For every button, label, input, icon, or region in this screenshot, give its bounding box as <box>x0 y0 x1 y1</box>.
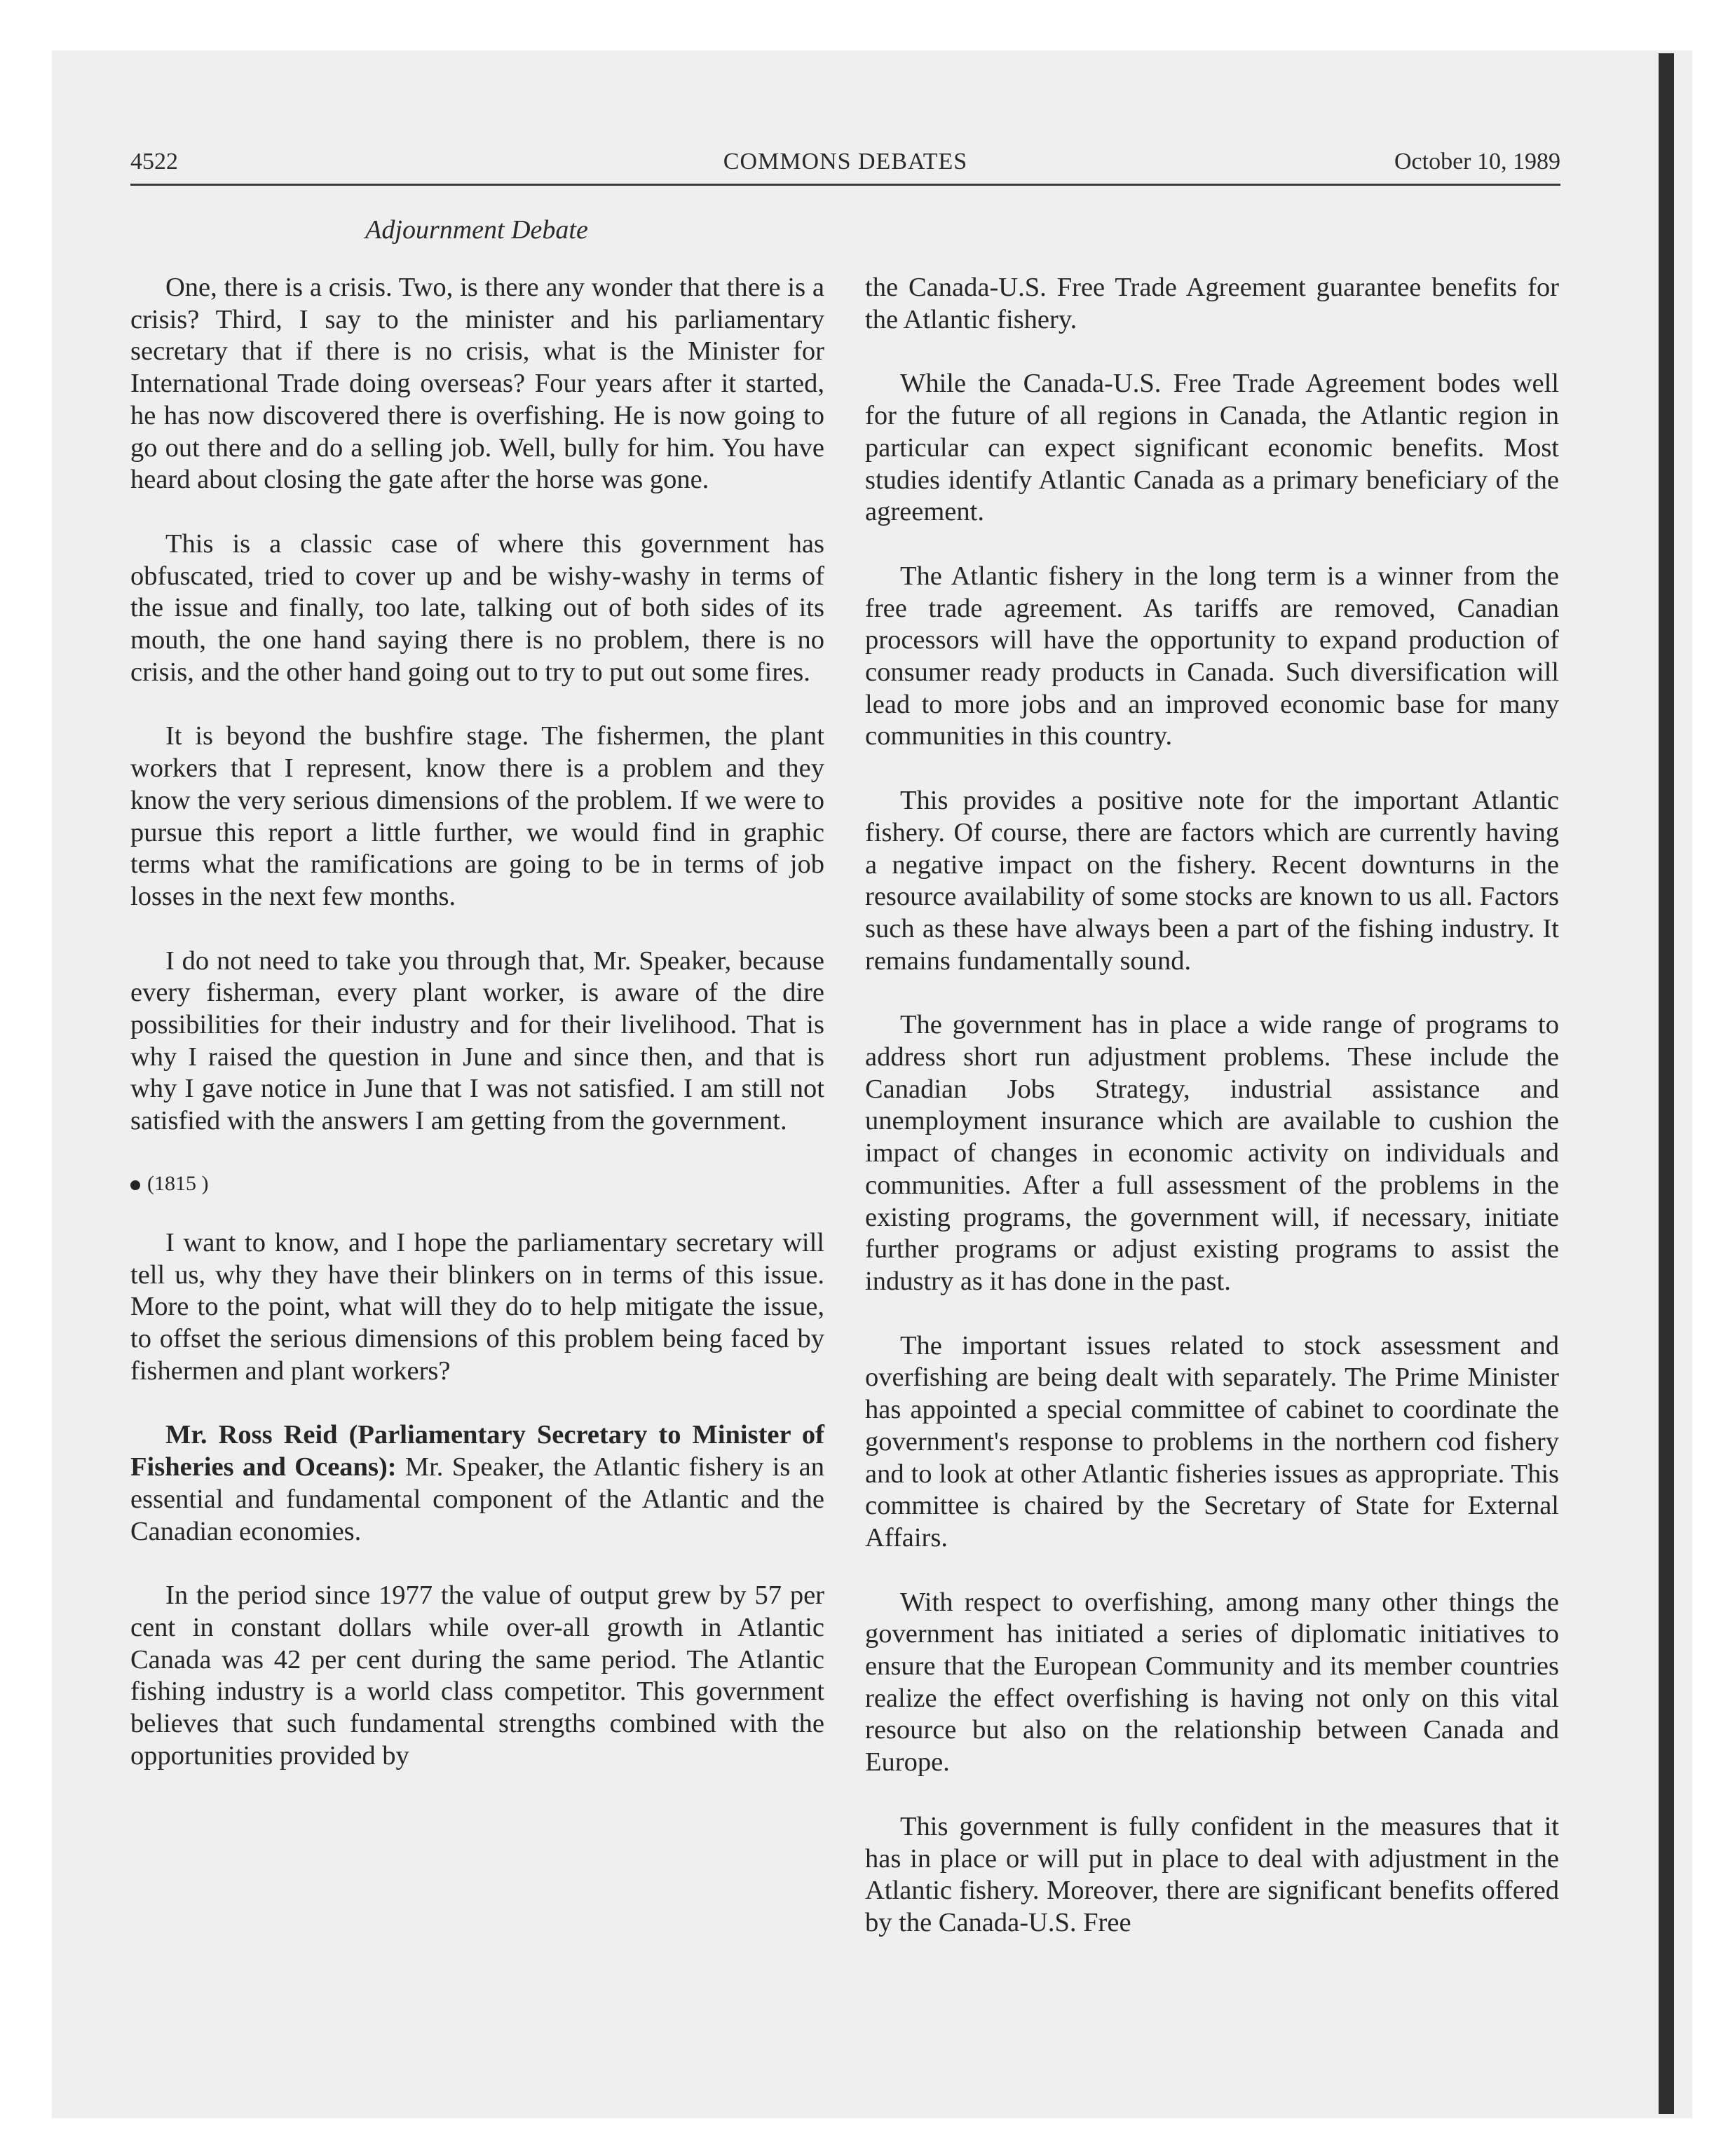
paragraph: The Atlantic fishery in the long term is a winner from the free trade agreement. As tariffs are removed, Canadian processors will have the opportunity to expand production of consumer ready products in Canada. Such diversification will lead to more jobs and an improved economic base for many communities in this country. <box>865 561 1559 751</box>
left-column <box>130 272 824 1772</box>
paragraph: The government has in place a wide range of programs to address short run adjustment problems. These include the Canadian Jobs Strategy, industrial assistance and unemployment insurance which are available to cushion the impact of changes in economic activity on individuals and communities. After a full assessment of the problems in the existing programs, the government will, if necessary, initiate further programs or adjust existing programs to assist the industry as it has done in the past. <box>865 1010 1559 1296</box>
speaker-text: Mr. Speaker, the Atlantic fishery is an essential and fundamental component of the Atlantic and the Canadian economies. <box>130 1452 824 1546</box>
paragraph: This provides a positive note for the important Atlantic fishery. Of course, there are factors which are currently having a negative impact on the fishery. Recent downturns in the resource availability of some stocks are known to us all. Factors such as these have always been a part of the fishing industry. It remains fundamentally sound. <box>865 786 1559 976</box>
time-marker <box>130 1170 824 1198</box>
page-number: 4522 <box>130 149 178 175</box>
header-rule <box>130 184 1560 186</box>
paragraph: It is beyond the bushfire stage. The fishermen, the plant workers that I represent, know there is a problem and they know the very serious dimensions of the problem. If we were to pursue this report a little further, we would find in graphic terms what the ramifications are going to be in terms of job losses in the next few months. <box>130 721 824 911</box>
paragraph: This is a classic case of where this government has obfuscated, tried to cover up and be wishy-washy in terms of the issue and finally, too late, talking out of both sides of its mouth, the one hand saying there is no problem, there is no crisis, and the other hand going out to try to put out some fires. <box>130 528 824 687</box>
speaker-name: Mr. Ross Reid (Parliamentary Secretary to Minister of Fisheries and Oceans): <box>130 1420 824 1482</box>
paragraph: I want to know, and I hope the parliamentary secretary will tell us, why they have their blinkers on in terms of this issue. More to the point, what will they do to help mitigate the issue, to offset the serious dimensions of this problem being faced by fishermen and plant workers? <box>130 1227 824 1386</box>
timestamp-text: (1815 ) <box>147 1171 209 1195</box>
speaker-paragraph <box>130 1419 824 1548</box>
bullet-icon <box>130 1180 140 1190</box>
section-title: Adjournment Debate <box>365 215 588 245</box>
issue-date: October 10, 1989 <box>1394 149 1560 175</box>
paragraph-continued: the Canada-U.S. Free Trade Agreement guarantee benefits for the Atlantic fishery. <box>865 273 1559 334</box>
paragraph: The important issues related to stock assessment and overfishing are being dealt with separately. The Prime Minister has appointed a special committee of cabinet to coordinate the government's response to problems in the northern cod fishery and to look at other Atlantic fisheries issues as appropriate. This committee is chaired by the Secretary of State for External Affairs. <box>865 1330 1559 1553</box>
paragraph: In the period since 1977 the value of output grew by 57 per cent in constant dollars while over-all growth in Atlantic Canada was 42 per cent during the same period. The Atlantic fishing industry is a world class competitor. This government believes that such fundamental strengths combined with the opportunities provided by <box>130 1581 824 1770</box>
publication-title: COMMONS DEBATES <box>723 149 968 175</box>
paragraph: While the Canada-U.S. Free Trade Agreement bodes well for the future of all regions in Canada, the Atlantic region in particular can expect significant economic benefits. Most studies identify Atlantic Canada as a primary beneficiary of the agreement. <box>865 369 1559 527</box>
paragraph: This government is fully confident in the measures that it has in place or will put in place to deal with adjustment in the Atlantic fishery. Moreover, there are significant benefits offered by the Canada-U.S. Free <box>865 1811 1559 1937</box>
right-column <box>865 272 1559 1939</box>
paragraph: With respect to overfishing, among many other things the government has initiated a series of diplomatic initiatives to ensure that the European Community and its member countries realize the effect overfishing is having not only on this vital resource but also on the relationship between Canada and Europe. <box>865 1587 1559 1778</box>
page-header <box>130 139 1560 182</box>
scan-edge-bar <box>1659 53 1674 2114</box>
paragraph: I do not need to take you through that, Mr. Speaker, because every fisherman, every plant worker, is aware of the dire possibilities for their industry and for their livelihood. That is why I raised the question in June and since then, and that is why I gave notice in June that I was not satisfied. I am still not satisfied with the answers I am getting from the government. <box>130 946 824 1136</box>
paragraph: One, there is a crisis. Two, is there any wonder that there is a crisis? Third, I say to the minister and his parliamentary secretary that if there is no crisis, what is the Minister for International Trade doing overseas? Four years after it started, he has now discovered there is overfishing. He is now going to go out there and do a selling job. Well, bully for him. You have heard about closing the gate after the horse was gone. <box>130 273 824 495</box>
